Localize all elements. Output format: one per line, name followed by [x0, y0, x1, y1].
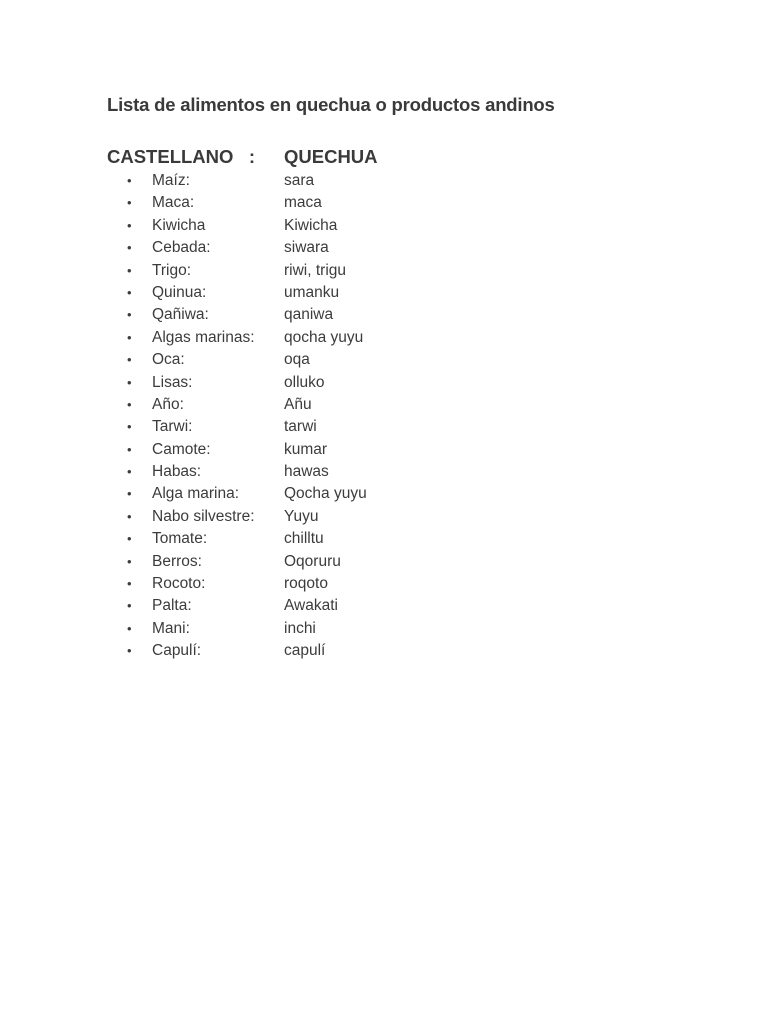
bullet-icon: •	[127, 284, 132, 300]
list-item	[0, 461, 768, 483]
bullet-icon: •	[127, 419, 132, 435]
bullet-icon: •	[127, 195, 132, 211]
list-item	[0, 215, 768, 237]
spanish-term: Capulí:	[152, 642, 202, 660]
spanish-term: Maíz:	[152, 172, 190, 189]
spanish-term: Qañiwa:	[152, 306, 209, 324]
list-item	[0, 327, 768, 349]
list-item	[0, 416, 768, 438]
bullet-icon: •	[127, 352, 132, 368]
quechua-term: roqoto	[284, 575, 328, 593]
bullet-icon: •	[127, 576, 132, 592]
spanish-term: Alga marina:	[152, 485, 240, 503]
quechua-term: chilltu	[284, 530, 324, 548]
quechua-term: oqa	[284, 351, 310, 369]
list-item	[0, 573, 768, 595]
header-castellano: CASTELLANO :	[107, 146, 255, 167]
list-item	[0, 483, 768, 505]
bullet-icon: •	[127, 396, 132, 412]
quechua-term: Yuyu	[284, 507, 319, 525]
quechua-term: qocha yuyu	[284, 328, 364, 346]
quechua-term: Oqoruru	[284, 552, 341, 570]
quechua-term: siwara	[284, 239, 329, 257]
bullet-icon: •	[127, 173, 132, 188]
spanish-term: Mani:	[152, 619, 190, 637]
list-item	[0, 260, 768, 282]
quechua-term: inchi	[284, 619, 316, 637]
bullet-icon: •	[127, 262, 132, 278]
spanish-term: Cebada:	[152, 239, 211, 257]
quechua-term: capulí	[284, 642, 326, 660]
list-item	[0, 640, 768, 662]
spanish-term: Algas marinas:	[152, 328, 255, 346]
bullet-icon: •	[127, 374, 132, 390]
list-item	[0, 618, 768, 640]
spanish-term: Tarwi:	[152, 418, 193, 436]
quechua-term: Añu	[284, 395, 312, 413]
list-item	[0, 237, 768, 259]
list-item	[0, 506, 768, 528]
bullet-icon: •	[127, 486, 132, 502]
spanish-term: Palta:	[152, 597, 192, 615]
quechua-term: olluko	[284, 373, 325, 391]
header-quechua: QUECHUA	[284, 146, 378, 167]
list-item	[0, 349, 768, 371]
spanish-term: Nabo silvestre:	[152, 507, 255, 525]
bullet-icon: •	[127, 307, 132, 323]
bullet-icon: •	[127, 598, 132, 614]
quechua-term: Kiwicha	[284, 216, 338, 234]
quechua-term: hawas	[284, 463, 329, 481]
spanish-term: Tomate:	[152, 530, 208, 548]
bullet-icon: •	[127, 240, 132, 256]
bullet-icon: •	[127, 464, 132, 480]
spanish-term: Oca:	[152, 351, 185, 369]
list-item	[0, 282, 768, 304]
bullet-icon: •	[127, 441, 132, 457]
spanish-term: Camote:	[152, 440, 211, 458]
list-item	[0, 304, 768, 326]
list-item	[0, 595, 768, 617]
list-item	[0, 439, 768, 461]
list-item	[0, 170, 768, 192]
document-title: Lista de alimentos en quechua o productos andinos	[107, 94, 555, 115]
bullet-icon: •	[127, 553, 132, 569]
quechua-term: maca	[284, 194, 322, 212]
bullet-icon: •	[127, 531, 132, 547]
spanish-term: Berros:	[152, 552, 202, 570]
spanish-term: Lisas:	[152, 373, 193, 391]
list-item	[0, 394, 768, 416]
food-list	[0, 170, 768, 663]
list-item	[0, 372, 768, 394]
list-item	[0, 192, 768, 214]
column-headers	[107, 145, 507, 169]
list-item	[0, 528, 768, 550]
quechua-term: tarwi	[284, 418, 317, 436]
bullet-icon: •	[127, 620, 132, 636]
quechua-term: qaniwa	[284, 306, 334, 324]
spanish-term: Kiwicha	[152, 216, 206, 234]
bullet-icon: •	[127, 643, 132, 659]
quechua-term: kumar	[284, 440, 328, 458]
quechua-term: sara	[284, 172, 315, 189]
quechua-term: Qocha yuyu	[284, 485, 367, 503]
spanish-term: Trigo:	[152, 261, 192, 279]
spanish-term: Rocoto:	[152, 575, 206, 593]
quechua-term: Awakati	[284, 597, 338, 615]
bullet-icon: •	[127, 217, 132, 233]
bullet-icon: •	[127, 329, 132, 345]
spanish-term: Año:	[152, 395, 184, 413]
quechua-term: riwi, trigu	[284, 261, 347, 279]
spanish-term: Quinua:	[152, 283, 207, 301]
quechua-term: umanku	[284, 283, 340, 301]
list-item	[0, 551, 768, 573]
bullet-icon: •	[127, 508, 132, 524]
spanish-term: Habas:	[152, 463, 202, 481]
spanish-term: Maca:	[152, 194, 195, 212]
